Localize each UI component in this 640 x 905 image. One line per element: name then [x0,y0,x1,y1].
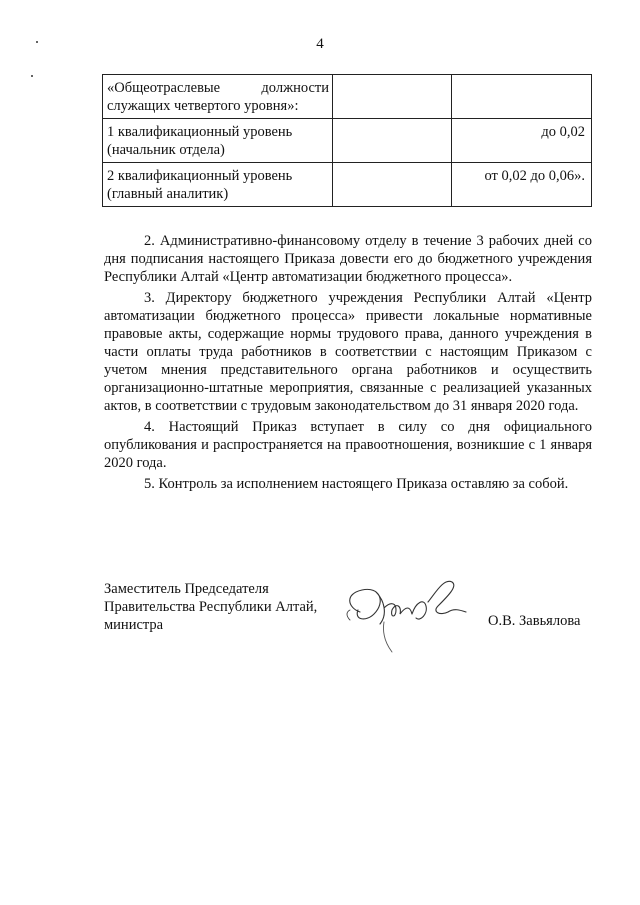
signatory-title-line: Правительства Республики Алтай, [104,599,318,615]
signatory-name: О.В. Завьялова [488,613,581,629]
table-row [103,119,592,163]
table-cell [333,163,452,207]
cell-text: 2 квалификационный уровень [107,168,293,184]
table-row [103,163,592,207]
paragraph-3: 3. Директору бюджетного учреждения Республики Алтай «Центр автоматизации бюджетного процесса» привести локальные нормативные правовые акты, содержащие нормы трудового права, данного учреждения в части оплаты труда работников в соответствии с настоящим Приказом с учетом мнения представительного органа работников и осуществить организационно-штатные мероприятия, связанные с реализацией указанных актов, в соответствии с трудовым законодательством до 31 января 2020 года. [104,290,592,414]
paragraph-5: 5. Контроль за исполнением настоящего Приказа оставляю за собой. [144,476,569,492]
salary-coefficient-table [102,74,592,207]
scan-speck [31,75,33,77]
signatory-title [104,580,317,634]
signatory-title-line: Заместитель Председателя [104,581,269,597]
page-number: 4 [316,36,324,52]
scan-speck [36,41,38,43]
table-cell [103,163,333,207]
table-row [103,75,592,119]
paragraph-4: 4. Настоящий Приказ вступает в силу со дня официального опубликования и распространяется на правоотношения, возникшие с 1 января 2020 года. [104,419,592,471]
signatory-title-line: министра [104,617,164,633]
table-cell [333,75,452,119]
table-cell [103,119,333,163]
cell-text: (главный аналитик) [107,186,229,202]
paragraph-2: 2. Административно-финансовому отделу в течение 3 рабочих дней со дня подписания настоящего Приказа довести его до бюджетного учреждения Республики Алтай «Центр автоматизации бюджетного процесса». [104,233,592,285]
table-cell [333,119,452,163]
table-cell: от 0,02 до 0,06». [452,163,592,207]
handwritten-signature [340,572,490,662]
table-cell [452,75,592,119]
order-body [104,232,592,496]
table-cell: до 0,02 [452,119,592,163]
cell-text: служащих четвертого уровня»: [107,98,299,114]
cell-text: (начальник отдела) [107,142,225,158]
cell-text: 1 квалификационный уровень [107,124,293,140]
cell-text: «Общеотраслевые должности [107,80,329,96]
table-cell [103,75,333,119]
